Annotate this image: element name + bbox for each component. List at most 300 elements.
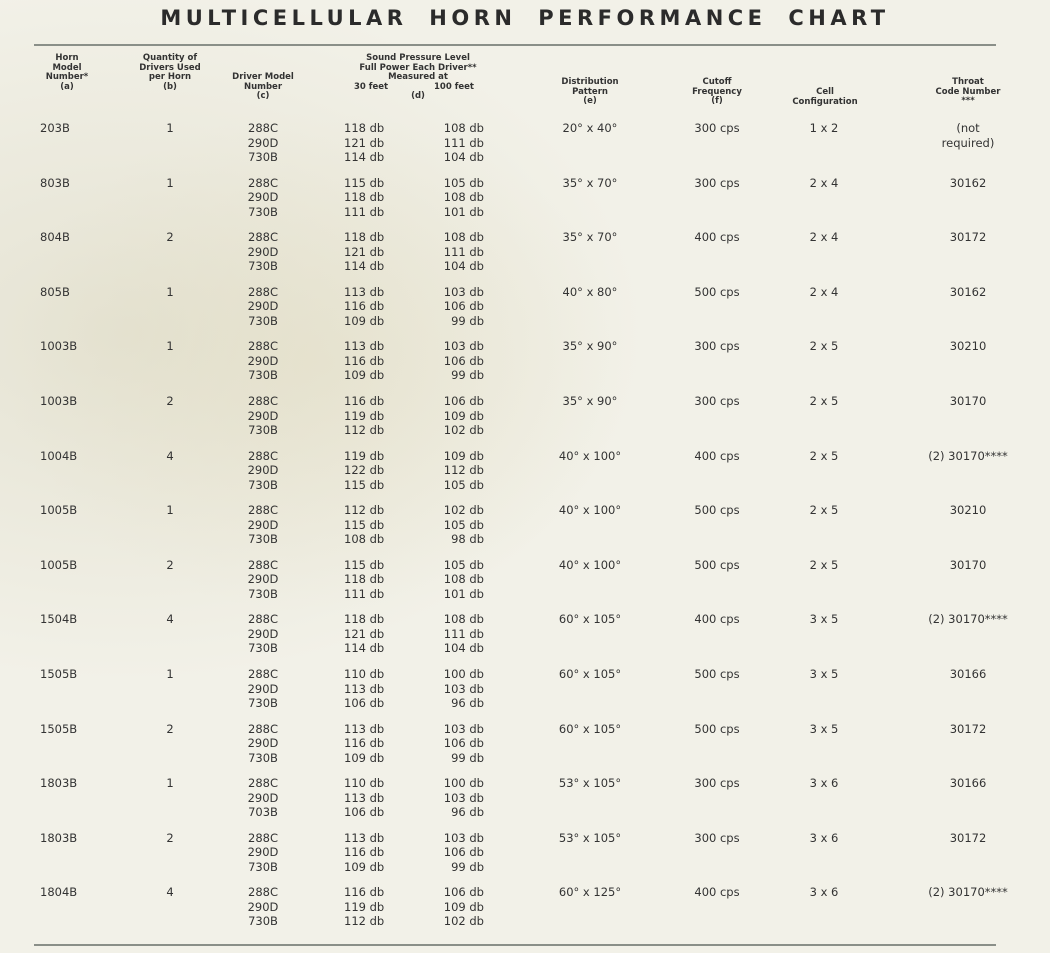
driver-model-cell-line: 730B [248, 259, 278, 274]
header-spl-line: Full Power Each Driver** [359, 62, 477, 73]
cutoff-cell: 500 cps [694, 721, 740, 736]
driver-quantity-cell: 1 [166, 175, 174, 190]
spl-30ft-cell [344, 612, 400, 656]
spl-100ft-cell-line: 111 db [443, 135, 484, 150]
spl-30ft-cell-line: 116 db [344, 299, 385, 314]
spl-30ft-cell-line: 116 db [344, 353, 385, 368]
distribution-cell: 35° x 90° [562, 339, 618, 354]
cell-config-cell: 3 x 5 [809, 721, 839, 736]
horn-model-cell: 804B [40, 230, 70, 245]
driver-model-cell-line: 703B [248, 805, 278, 820]
header-distribution-line: Pattern [572, 86, 608, 97]
spl-30ft-cell-line: 112 db [344, 503, 385, 518]
header-spl-line: Sound Pressure Level [366, 53, 470, 63]
header-driver-line: Driver Model [232, 72, 294, 82]
throat-code-cell-line: 30172 [949, 830, 987, 845]
header-quantity [125, 54, 215, 92]
top-rule [34, 44, 996, 46]
header-distribution [545, 78, 635, 107]
spl-30ft-cell-line: 115 db [344, 477, 385, 492]
throat-code-cell-line: 30170 [949, 394, 987, 408]
spl-100ft-cell [426, 449, 484, 493]
throat-code-cell [906, 394, 1030, 409]
horn-model-cell: 805B [40, 284, 70, 299]
spl-100ft-cell-line: 108 db [443, 190, 484, 205]
spl-100ft-cell-line: 103 db [443, 721, 484, 736]
spl-100ft-cell-line: 102 db [443, 423, 484, 437]
driver-quantity-cell: 1 [166, 503, 174, 518]
driver-model-cell [235, 503, 291, 547]
driver-model-cell-line: 290D [247, 899, 279, 914]
spl-30ft-cell-line: 115 db [344, 175, 385, 190]
spl-30ft-cell-line: 121 db [344, 135, 385, 150]
spl-100ft-cell-line: 98 db [451, 532, 484, 547]
horn-model-cell: 1003B [40, 339, 78, 354]
cell-config-cell: 3 x 6 [809, 885, 839, 900]
spl-30ft-cell-line: 114 db [344, 259, 385, 274]
throat-code-cell [906, 230, 1030, 245]
header-spl [338, 54, 498, 102]
driver-model-cell-line: 290D [247, 736, 279, 751]
throat-code-cell-line: 30172 [949, 230, 987, 245]
header-quantity-line: Drivers Used [139, 62, 201, 73]
driver-model-cell [235, 176, 291, 220]
spl-30ft-cell-line: 110 db [344, 667, 385, 681]
spl-100ft-cell [426, 885, 484, 929]
driver-model-cell-line: 730B [248, 368, 278, 383]
throat-code-cell-line: 30210 [949, 339, 987, 354]
spl-30ft-cell-line: 110 db [344, 776, 385, 791]
spl-100ft-cell-line: 105 db [443, 517, 484, 532]
spl-30ft-cell-line: 111 db [344, 204, 385, 219]
spl-30ft-cell-line: 121 db [344, 626, 385, 641]
spl-30ft-cell-line: 118 db [344, 190, 385, 205]
cutoff-cell: 400 cps [694, 612, 740, 627]
driver-model-cell-line: 730B [248, 914, 278, 929]
driver-model-cell [235, 885, 291, 929]
cutoff-cell: 400 cps [694, 230, 740, 245]
spl-100ft-cell-line: 103 db [443, 790, 484, 805]
header-spl-line: Measured at [388, 72, 448, 82]
driver-model-cell-line: 290D [247, 244, 279, 259]
driver-quantity-cell: 1 [166, 776, 174, 791]
spl-100ft-cell [426, 667, 484, 711]
driver-model-cell-line: 730B [248, 313, 278, 328]
table-row [0, 722, 1050, 776]
driver-model-cell [235, 121, 291, 165]
spl-100ft-cell [426, 394, 484, 438]
header-cell [780, 88, 870, 107]
driver-model-cell-line: 730B [248, 641, 278, 656]
spl-30ft-cell-line: 108 db [344, 532, 385, 547]
driver-model-cell-line: 730B [248, 532, 278, 547]
driver-model-cell [235, 394, 291, 438]
spl-30ft-cell-line: 109 db [344, 859, 385, 874]
horn-model-cell: 1505B [40, 721, 78, 736]
spl-100ft-cell [426, 121, 484, 165]
distribution-cell: 40° x 100° [558, 557, 622, 572]
distribution-cell: 60° x 125° [558, 885, 622, 900]
throat-code-cell [906, 449, 1030, 464]
driver-model-cell-line: 288C [248, 503, 278, 518]
spl-100ft-cell-line: 111 db [443, 626, 484, 641]
horn-model-cell: 1804B [40, 885, 78, 900]
driver-model-cell-line: 288C [248, 284, 278, 299]
throat-code-cell [906, 121, 1030, 150]
cutoff-cell: 300 cps [694, 339, 740, 354]
cutoff-cell: 300 cps [694, 776, 740, 791]
cutoff-cell: 400 cps [694, 448, 740, 463]
header-spl-100: 100 feet [434, 81, 474, 92]
spl-100ft-cell-line: 106 db [443, 353, 484, 368]
bottom-rule [34, 944, 996, 946]
spl-100ft-cell-line: 112 db [443, 463, 484, 478]
horn-model-cell: 1505B [40, 667, 78, 681]
driver-model-cell [235, 776, 291, 820]
driver-model-cell-line: 290D [247, 353, 279, 368]
throat-code-cell [906, 558, 1030, 573]
throat-code-cell [906, 339, 1030, 354]
spl-100ft-cell-line: 111 db [443, 244, 484, 259]
cutoff-cell: 400 cps [694, 885, 740, 900]
driver-model-cell [235, 230, 291, 274]
header-throat [906, 78, 1030, 107]
spl-30ft-cell-line: 113 db [344, 681, 385, 696]
driver-model-cell-line: 290D [247, 845, 279, 860]
spl-100ft-cell-line: 108 db [443, 612, 484, 627]
spl-30ft-cell [344, 449, 400, 493]
table-row [0, 503, 1050, 557]
throat-code-cell-line: 30172 [949, 721, 987, 736]
driver-model-cell-line: 290D [247, 299, 279, 314]
spl-30ft-cell-line: 113 db [344, 721, 385, 736]
driver-model-cell [235, 558, 291, 602]
driver-model-cell-line: 730B [248, 750, 278, 765]
driver-model-cell-line: 290D [247, 572, 279, 587]
spl-30ft-cell [344, 776, 400, 820]
chart-title: MULTICELLULAR HORN PERFORMANCE CHART [160, 6, 890, 30]
spl-100ft-cell-line: 108 db [443, 572, 484, 587]
table-row [0, 449, 1050, 503]
spl-30ft-cell-line: 116 db [344, 394, 385, 408]
spl-30ft-cell-line: 113 db [344, 284, 385, 299]
header-throat-line: Throat [952, 77, 984, 87]
distribution-cell: 40° x 100° [558, 448, 622, 463]
spl-30ft-cell-line: 116 db [344, 885, 385, 900]
driver-model-cell-line: 730B [248, 586, 278, 601]
throat-code-cell [906, 285, 1030, 300]
driver-quantity-cell: 1 [166, 121, 174, 135]
spl-100ft-cell-line: 96 db [451, 805, 484, 820]
spl-100ft-cell [426, 558, 484, 602]
throat-code-cell-line: 30170 [949, 557, 987, 572]
table-row [0, 612, 1050, 666]
spl-100ft-cell-line: 109 db [443, 899, 484, 914]
horn-model-cell: 1803B [40, 830, 78, 845]
throat-code-cell-line: 30162 [949, 175, 987, 190]
driver-model-cell [235, 285, 291, 329]
spl-30ft-cell-line: 112 db [344, 914, 385, 929]
spl-30ft-cell-line: 118 db [344, 121, 385, 135]
spl-30ft-cell [344, 722, 400, 766]
throat-code-cell-line: (2) 30170**** [928, 448, 1008, 463]
driver-model-cell-line: 288C [248, 721, 278, 736]
driver-model-cell-line: 730B [248, 477, 278, 492]
spl-30ft-cell-line: 113 db [344, 339, 385, 354]
driver-model-cell-line: 290D [247, 408, 279, 423]
spl-100ft-cell-line: 105 db [443, 175, 484, 190]
driver-model-cell-line: 730B [248, 859, 278, 874]
header-driver [218, 73, 308, 102]
spl-100ft-cell-line: 99 db [451, 313, 484, 328]
spl-100ft-cell-line: 104 db [443, 150, 484, 164]
spl-100ft-cell-line: 106 db [443, 394, 484, 408]
driver-model-cell-line: 288C [248, 394, 278, 408]
cell-config-cell: 1 x 2 [809, 121, 839, 135]
driver-model-cell-line: 288C [248, 885, 278, 900]
header-spl-30: 30 feet [354, 81, 389, 92]
driver-model-cell-line: 288C [248, 830, 278, 845]
spl-100ft-cell-line: 103 db [443, 284, 484, 299]
spl-30ft-cell-line: 118 db [344, 612, 385, 627]
table-row [0, 176, 1050, 230]
throat-code-cell-line: 30162 [949, 284, 987, 299]
cell-config-cell: 2 x 4 [809, 284, 839, 299]
spl-30ft-cell-line: 115 db [344, 517, 385, 532]
cell-config-cell: 2 x 4 [809, 175, 839, 190]
spl-30ft-cell-line: 118 db [344, 572, 385, 587]
header-quantity-line: (b) [163, 81, 177, 92]
spl-100ft-cell-line: 109 db [443, 408, 484, 423]
spl-30ft-cell [344, 230, 400, 274]
spl-100ft-cell-line: 106 db [443, 299, 484, 314]
distribution-cell: 53° x 105° [558, 776, 622, 791]
spl-100ft-cell [426, 831, 484, 875]
driver-model-cell-line: 730B [248, 204, 278, 219]
spl-30ft-cell-line: 122 db [344, 463, 385, 478]
spl-30ft-cell [344, 667, 400, 711]
driver-model-cell-line: 288C [248, 776, 278, 791]
spl-100ft-cell-line: 106 db [443, 736, 484, 751]
spl-100ft-cell-line: 105 db [443, 557, 484, 572]
throat-code-cell [906, 667, 1030, 682]
throat-code-cell [906, 503, 1030, 518]
driver-quantity-cell: 4 [166, 612, 174, 627]
spl-30ft-cell-line: 119 db [344, 448, 385, 463]
throat-code-cell [906, 176, 1030, 191]
table-row [0, 667, 1050, 721]
driver-quantity-cell: 2 [166, 230, 174, 245]
cutoff-cell: 500 cps [694, 667, 740, 681]
spl-100ft-cell [426, 339, 484, 383]
spl-30ft-cell-line: 113 db [344, 830, 385, 845]
driver-model-cell-line: 290D [247, 790, 279, 805]
spl-100ft-cell-line: 100 db [443, 776, 484, 791]
throat-code-cell [906, 776, 1030, 791]
horn-model-cell: 1003B [40, 394, 78, 408]
spl-30ft-cell-line: 114 db [344, 641, 385, 656]
driver-quantity-cell: 2 [166, 721, 174, 736]
spl-100ft-cell-line: 104 db [443, 259, 484, 274]
spl-30ft-cell-line: 116 db [344, 736, 385, 751]
cell-config-cell: 2 x 5 [809, 503, 839, 518]
driver-quantity-cell: 2 [166, 557, 174, 572]
spl-100ft-cell-line: 101 db [443, 586, 484, 601]
cell-config-cell: 3 x 5 [809, 612, 839, 627]
spl-100ft-cell-line: 109 db [443, 448, 484, 463]
driver-model-cell [235, 722, 291, 766]
header-throat-line: *** [961, 96, 975, 106]
throat-code-cell-line: 30210 [949, 503, 987, 518]
header-driver-line: (c) [256, 91, 270, 101]
driver-model-cell-line: 288C [248, 612, 278, 627]
spl-30ft-cell-line: 121 db [344, 244, 385, 259]
header-cell-line: Configuration [792, 96, 858, 107]
spl-100ft-cell [426, 285, 484, 329]
header-cutoff [672, 78, 762, 107]
spl-30ft-cell-line: 112 db [344, 423, 385, 437]
horn-model-cell: 1004B [40, 448, 78, 463]
driver-model-cell-line: 288C [248, 557, 278, 572]
distribution-cell: 40° x 80° [562, 284, 618, 299]
spl-100ft-cell-line: 106 db [443, 845, 484, 860]
spl-30ft-cell [344, 121, 400, 165]
cell-config-cell: 2 x 4 [809, 230, 839, 245]
spl-30ft-cell [344, 394, 400, 438]
header-model-line: (a) [60, 81, 74, 92]
horn-model-cell: 803B [40, 175, 70, 190]
driver-model-cell-line: 290D [247, 135, 279, 150]
horn-model-cell: 1005B [40, 503, 78, 518]
throat-code-cell-line: 30166 [949, 667, 987, 681]
spl-100ft-cell-line: 99 db [451, 750, 484, 765]
spl-30ft-cell-line: 118 db [344, 230, 385, 245]
throat-code-cell [906, 612, 1030, 627]
spl-30ft-cell [344, 285, 400, 329]
distribution-cell: 60° x 105° [558, 721, 622, 736]
table-row [0, 121, 1050, 175]
distribution-cell: 35° x 70° [562, 175, 618, 190]
spl-100ft-cell-line: 108 db [443, 230, 484, 245]
distribution-cell: 20° x 40° [562, 121, 618, 135]
spl-100ft-cell-line: 105 db [443, 477, 484, 492]
driver-model-cell [235, 339, 291, 383]
header-throat-line: Code Number [935, 86, 1001, 97]
spl-100ft-cell [426, 230, 484, 274]
driver-model-cell-line: 290D [247, 681, 279, 696]
spl-100ft-cell-line: 102 db [443, 503, 484, 518]
spl-30ft-cell-line: 114 db [344, 150, 385, 164]
table-row [0, 230, 1050, 284]
driver-model-cell-line: 730B [248, 423, 278, 437]
driver-model-cell [235, 667, 291, 711]
header-driver-line: Number [243, 81, 283, 92]
spl-100ft-cell-line: 96 db [451, 696, 484, 710]
header-cutoff-line: Frequency [692, 86, 742, 97]
header-model-line: Model [52, 62, 82, 73]
throat-code-cell [906, 831, 1030, 846]
driver-model-cell-line: 290D [247, 190, 279, 205]
spl-30ft-cell-line: 109 db [344, 368, 385, 383]
throat-code-cell-line: required) [941, 135, 995, 150]
cell-config-cell: 3 x 6 [809, 776, 839, 791]
driver-model-cell-line: 730B [248, 150, 278, 164]
spl-30ft-cell [344, 885, 400, 929]
spl-30ft-cell [344, 831, 400, 875]
throat-code-cell-line: 30166 [949, 776, 987, 791]
driver-quantity-cell: 1 [166, 339, 174, 354]
spl-30ft-cell-line: 119 db [344, 408, 385, 423]
spl-30ft-cell-line: 109 db [344, 313, 385, 328]
spl-30ft-cell-line: 106 db [344, 696, 385, 710]
header-model [32, 54, 102, 92]
spl-100ft-cell-line: 104 db [443, 641, 484, 656]
spl-100ft-cell-line: 103 db [443, 681, 484, 696]
throat-code-cell-line: (2) 30170**** [928, 612, 1008, 627]
spl-100ft-cell [426, 612, 484, 656]
header-spl-distances [338, 83, 498, 93]
driver-model-cell-line: 288C [248, 230, 278, 245]
spl-100ft-cell [426, 176, 484, 220]
table-row [0, 558, 1050, 612]
spl-30ft-cell [344, 503, 400, 547]
cell-config-cell: 3 x 6 [809, 830, 839, 845]
distribution-cell: 35° x 90° [562, 394, 618, 408]
spl-30ft-cell-line: 113 db [344, 790, 385, 805]
cutoff-cell: 300 cps [694, 175, 740, 190]
throat-code-cell-line: (2) 30170**** [928, 885, 1008, 900]
driver-model-cell [235, 449, 291, 493]
cell-config-cell: 3 x 5 [809, 667, 839, 681]
driver-model-cell-line: 290D [247, 517, 279, 532]
driver-quantity-cell: 4 [166, 885, 174, 900]
spl-30ft-cell [344, 558, 400, 602]
distribution-cell: 53° x 105° [558, 830, 622, 845]
throat-code-cell [906, 885, 1030, 900]
horn-model-cell: 203B [40, 121, 70, 135]
header-model-line: Number* [45, 72, 89, 82]
cell-config-cell: 2 x 5 [809, 394, 839, 408]
driver-model-cell-line: 290D [247, 626, 279, 641]
header-model-line: Horn [55, 53, 79, 63]
header-spl-ref: (d) [411, 91, 425, 101]
spl-100ft-cell-line: 99 db [451, 368, 484, 383]
spl-30ft-cell-line: 111 db [344, 586, 385, 601]
horn-model-cell: 1504B [40, 612, 78, 627]
driver-quantity-cell: 1 [166, 667, 174, 681]
cell-config-cell: 2 x 5 [809, 557, 839, 572]
header-quantity-line: Quantity of [142, 53, 198, 63]
header-distribution-line: Distribution [561, 77, 619, 87]
table-row [0, 285, 1050, 339]
driver-model-cell-line: 288C [248, 175, 278, 190]
spl-30ft-cell-line: 106 db [344, 805, 385, 820]
cell-config-cell: 2 x 5 [809, 339, 839, 354]
cutoff-cell: 300 cps [694, 394, 740, 408]
horn-model-cell: 1005B [40, 557, 78, 572]
cutoff-cell: 300 cps [694, 121, 740, 135]
cutoff-cell: 500 cps [694, 503, 740, 518]
table-row [0, 776, 1050, 830]
spl-30ft-cell [344, 176, 400, 220]
table-row [0, 394, 1050, 448]
spl-100ft-cell-line: 106 db [443, 885, 484, 900]
spl-100ft-cell [426, 776, 484, 820]
cell-config-cell: 2 x 5 [809, 448, 839, 463]
spl-30ft-cell [344, 339, 400, 383]
header-cutoff-line: (f) [711, 96, 723, 106]
header-cell-line: Cell [816, 87, 834, 97]
